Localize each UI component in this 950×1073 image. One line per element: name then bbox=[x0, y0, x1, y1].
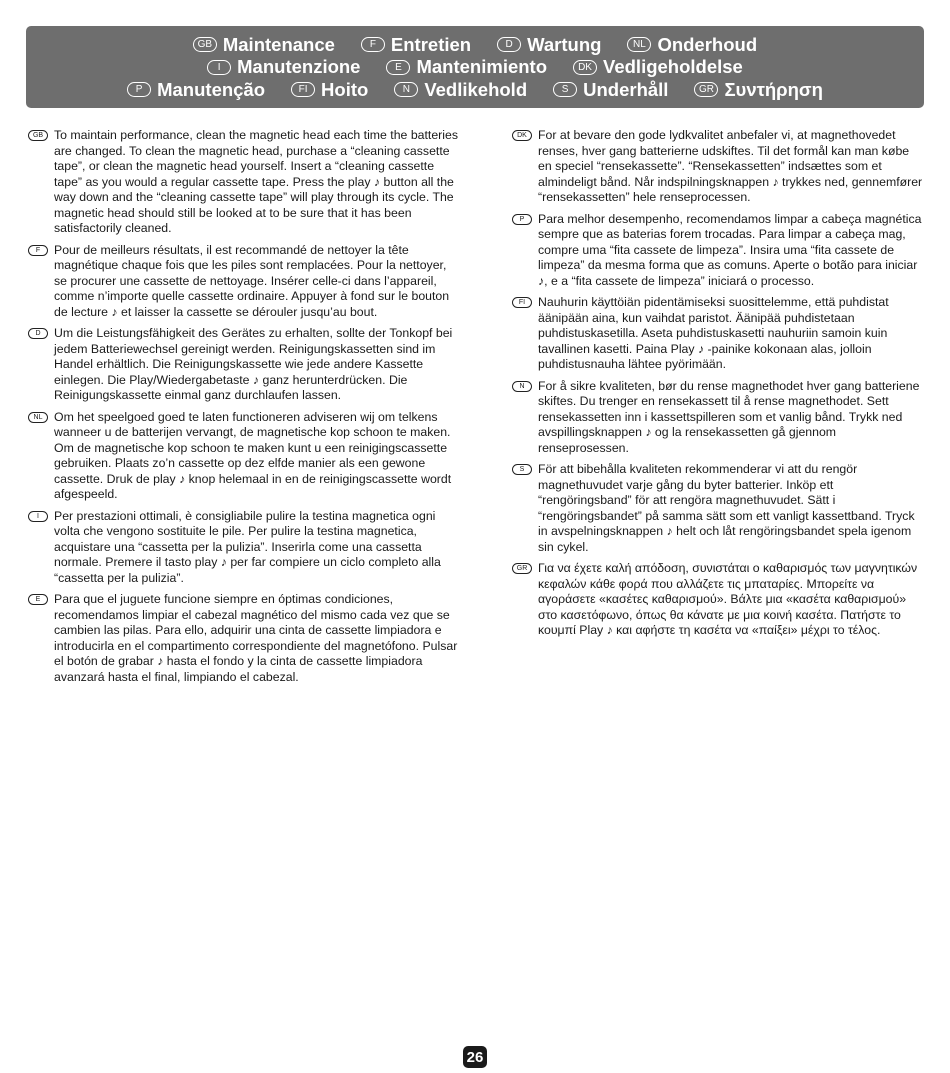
header-title-f bbox=[361, 34, 471, 56]
language-badge: FI bbox=[291, 82, 315, 97]
language-badge: N bbox=[394, 82, 418, 97]
header-title-fi bbox=[291, 79, 368, 101]
paragraph-e bbox=[28, 592, 460, 685]
paragraph-text: Per prestazioni ottimali, è consigliabile pulire la testina magnetica ogni volta che vengono sostituite le pile. Per pulire la testina magnetica, acquistare una “cassetta per la pulizia”. Inserirla come una cassetta normale. Premere il tasto play ♪ per far compiere un ciclo completo alla “cassetta per la pulizia”. bbox=[54, 508, 441, 585]
language-badge: E bbox=[28, 594, 48, 605]
header-title-e bbox=[386, 56, 547, 78]
paragraph-fi bbox=[512, 295, 924, 373]
header-title-p bbox=[127, 79, 265, 101]
language-badge: F bbox=[361, 37, 385, 52]
language-badge: S bbox=[553, 82, 577, 97]
language-badge: I bbox=[28, 511, 48, 522]
language-badge: GR bbox=[512, 563, 532, 574]
header-title-nl bbox=[627, 34, 757, 56]
left-column bbox=[28, 128, 460, 691]
language-badge: FI bbox=[512, 297, 532, 308]
header-title: Onderhoud bbox=[657, 33, 758, 55]
header-title-s bbox=[553, 79, 668, 101]
paragraph-s bbox=[512, 462, 924, 555]
right-column bbox=[512, 128, 924, 691]
language-badge: P bbox=[512, 214, 532, 225]
header-row-3 bbox=[127, 78, 823, 101]
paragraph-text: Para melhor desempenho, recomendamos limpar a cabeça magnética sempre que as baterias forem trocadas. Para limpar a cabeça mag, compre uma “fita cassete de limpeza”. Insira uma “fita cassete de limpeza” da mesma forma que as comuns. Aperte o botão para iniciar ♪, e a “fita cassete de limpeza” iniciará o processo. bbox=[538, 211, 922, 288]
header-title: Manutenzione bbox=[237, 56, 361, 77]
body-columns bbox=[28, 128, 924, 691]
header-title-dk bbox=[573, 56, 743, 78]
language-badge: DK bbox=[512, 130, 532, 141]
page-number: 26 bbox=[463, 1046, 487, 1068]
paragraph-text: Um die Leistungsfähigkeit des Gerätes zu erhalten, sollte der Tonkopf bei jedem Batteriewechsel gereinigt werden. Reinigungskassetten sind im Handel erhältlich. Die Reinigungskassette wie jede andere Kassette einlegen. Die Play/Wiedergabetaste ♪ ganz herunterdrücken. Die Reinigungskassette einmal ganz durchlaufen lassen. bbox=[54, 326, 453, 402]
language-badge: D bbox=[497, 37, 521, 52]
language-badge: NL bbox=[28, 412, 48, 423]
language-badge: N bbox=[512, 381, 532, 392]
header-title: Vedlikehold bbox=[424, 78, 528, 100]
paragraph-p bbox=[512, 212, 924, 290]
paragraph-i bbox=[28, 509, 460, 587]
header-title: Vedligeholdelse bbox=[603, 56, 743, 77]
paragraph-nl bbox=[28, 410, 460, 503]
header-title: Entretien bbox=[390, 33, 472, 55]
language-badge: DK bbox=[573, 60, 597, 75]
paragraph-text: For at bevare den gode lydkvalitet anbefaler vi, at magnethovedet renses, hver gang batterierne udskiftes. Til det formål kan man købe en speciel “rensekassette”. “Rensekassetten” indsættes som et almindeligt bånd. Når indspilningsknappen ♪ trykkes ned, gennemfører “rensekassetten” hele renseprocessen. bbox=[538, 128, 923, 204]
paragraph-text: Nauhurin käyttöiän pidentämiseksi suosittelemme, että puhdistat äänipään aina, kun vaihdat paristot. Äänipää puhdistetaan puhdistuskasetilla. Aseta puhdistuskasetti nauhuriin samoin kuin tavallinen kasetti. Paina Play ♪ -painike kokonaan alas, jolloin puhdistusnauha lähtee pyörimään. bbox=[538, 295, 889, 371]
header-title-gb bbox=[193, 34, 335, 56]
paragraph-text: För att bibehålla kvaliteten rekommenderar vi att du rengör magnethuvudet varje gång du byter batterier. Inköp ett “rengöringsband” för att rengöra magnethuvudet. Sätt i “rengöringsbandet” på samma sätt som ett vanligt kassettband. Tryck in avspelningsknappen ♪ helt och låt rengöringsbandet spela igenom sin cykel. bbox=[538, 462, 915, 554]
language-badge: E bbox=[386, 60, 410, 75]
header-banner bbox=[26, 26, 924, 108]
language-badge: S bbox=[512, 464, 532, 475]
header-title: Mantenimiento bbox=[416, 56, 548, 77]
paragraph-f bbox=[28, 243, 460, 321]
paragraph-text: Για να έχετε καλή απόδοση, συνιστάται ο καθαρισμός των μαγνητικών κεφαλών κάθε φορά που αλλάζετε τις μπαταρίες. Μπορείτε να αγοράσετε «κασέτες καθαρισμού». Βάλτε μια «κασέτα καθαρισμού» στο κασετόφωνο, όπως θα κάνατε με μια κοινή κασέτα. Πατήστε το κουμπί Play ♪ και αφήστε τη κασέτα να «παίξει» μέχρι το τέλος. bbox=[538, 561, 918, 637]
header-title: Maintenance bbox=[222, 33, 335, 55]
header-row-2 bbox=[207, 56, 743, 79]
paragraph-gr bbox=[512, 561, 924, 639]
paragraph-text: Pour de meilleurs résultats, il est recommandé de nettoyer la tête magnétique chaque fois que les piles sont remplacées. Pour la nettoyer, se procurer une cassette de nettoyage. Insérer celle-ci dans l’appareil, comme n’importe quelle cassette ordinaire. Appuyer à fond sur le bouton de lecture ♪ et laisser la cassette se dérouler jusqu’au bout. bbox=[54, 242, 450, 319]
language-badge: NL bbox=[627, 37, 651, 52]
header-title-n bbox=[394, 79, 527, 101]
header-title: Manutenção bbox=[157, 78, 266, 100]
header-title: Wartung bbox=[527, 33, 602, 55]
header-title: Hoito bbox=[321, 78, 369, 100]
paragraph-d bbox=[28, 326, 460, 404]
paragraph-text: To maintain performance, clean the magnetic head each time the batteries are changed. To clean the magnetic head, purchase a “cleaning cassette tape”, or clean the magnetic head yourself. Insert a “cleaning cassette tape” as you would a regular cassette tape. Press the play ♪ button all the way down and the “cleaning cassette tape” will play through its cycle. The magnetic head should still be looked at to be sure that it has been satisfactorily cleaned. bbox=[54, 128, 458, 235]
language-badge: GB bbox=[28, 130, 48, 141]
paragraph-n bbox=[512, 379, 924, 457]
language-badge: I bbox=[207, 60, 231, 75]
header-title-gr bbox=[694, 79, 822, 101]
language-badge: GB bbox=[193, 37, 217, 52]
language-badge: F bbox=[28, 245, 48, 256]
language-badge: D bbox=[28, 328, 48, 339]
header-row-1 bbox=[193, 33, 757, 56]
header-title-i bbox=[207, 56, 360, 78]
paragraph-text: Om het speelgoed goed te laten functioneren adviseren wij om telkens wanneer u de batterijen vervangt, de magnetische kop schoon te maken. Om de magnetische kop schoon te maken kunt u een reinigingscassette gebruiken. Plaats zo’n cassette op dez elfde manier als een gewone cassette. Druk de play ♪ knop helemaal in en de reinigingscassette wordt afgespeeld. bbox=[54, 409, 452, 501]
paragraph-gb bbox=[28, 128, 460, 237]
language-badge: P bbox=[127, 82, 151, 97]
paragraph-dk bbox=[512, 128, 924, 206]
header-title: Underhåll bbox=[583, 78, 669, 100]
paragraph-text: Para que el juguete funcione siempre en óptimas condiciones, recomendamos limpiar el cabezal magnético del mismo cada vez que se cambien las pilas. Para ello, adquirir una cinta de cassette limpiadora e introducirla en el compartimento correspondiente del magnetófono. Pulsar el botón de grabar ♪ hasta el fondo y la cinta de cassette limpiadora avanzará hasta el final, limpiando el cabezal. bbox=[54, 592, 458, 684]
header-title-d bbox=[497, 34, 601, 56]
paragraph-text: For å sikre kvaliteten, bør du rense magnethodet hver gang batteriene skiftes. Du trenger en rensekassett til å rense magnethodet. Sett rensekassetten inn i kassettspilleren som et vanlig bånd. Trykk ned avspillingsknappen ♪ og la rensekassetten gå gjennom renseprosessen. bbox=[538, 378, 920, 455]
language-badge: GR bbox=[694, 82, 718, 97]
header-title: Συντήρηση bbox=[724, 78, 823, 100]
